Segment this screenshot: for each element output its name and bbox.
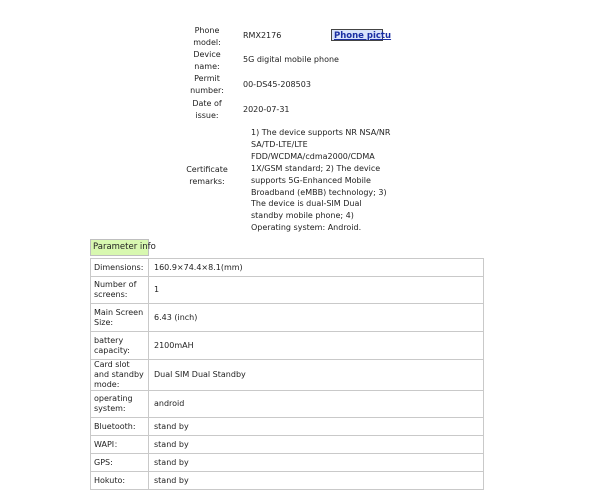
permit-number-label: Permit number:: [190, 74, 224, 95]
param-label: Card slot and standby mode:: [91, 360, 149, 391]
table-row: [91, 332, 484, 360]
table-row: [91, 418, 484, 436]
param-value: android: [149, 391, 484, 418]
phone-model-value: RMX2176: [243, 31, 282, 40]
device-name-value: 5G digital mobile phone: [243, 55, 339, 64]
date-of-issue-label: Date of issue:: [192, 99, 222, 120]
param-value: 160.9×74.4×8.1(mm): [149, 259, 484, 277]
table-row: [91, 391, 484, 418]
param-value: stand by: [149, 436, 484, 454]
table-row: [91, 436, 484, 454]
param-value: 6.43 (inch): [149, 304, 484, 332]
device-name-label: Device name:: [193, 50, 221, 71]
param-label: Hokuto:: [91, 472, 149, 490]
date-of-issue-value: 2020-07-31: [243, 105, 290, 114]
certificate-remarks-value: 1) The device supports NR NSA/NR SA/TD-LTE/LTE FDD/WCDMA/cdma2000/CDMA 1X/GSM standard; 2) The device supports 5G-Enhanced Mobile Broadband (eMBB) technology; 3) The device is dual-SIM Dual standby mobile phone; 4) Operating system: Android.: [251, 128, 391, 233]
param-label: Bluetooth:: [91, 418, 149, 436]
phone-picture-link[interactable]: Phone pictu: [331, 29, 383, 41]
param-value: stand by: [149, 454, 484, 472]
param-label: Dimensions:: [91, 259, 149, 277]
table-row: [91, 360, 484, 391]
table-row: [91, 259, 484, 277]
param-value: stand by: [149, 472, 484, 490]
param-label: battery capacity:: [91, 332, 149, 360]
param-value: stand by: [149, 418, 484, 436]
param-label: GPS:: [91, 454, 149, 472]
certificate-remarks-label: Certificate remarks:: [186, 165, 228, 186]
parameter-info-header: Parameter info: [90, 239, 149, 256]
phone-model-label: Phone model:: [193, 26, 221, 47]
param-value: 2100mAH: [149, 332, 484, 360]
param-label: WAPI：: [91, 436, 149, 454]
parameter-table: [90, 258, 484, 490]
table-row: [91, 277, 484, 304]
permit-number-value: 00-DS45-208503: [243, 80, 311, 89]
param-label: Main Screen Size:: [91, 304, 149, 332]
table-row: [91, 304, 484, 332]
table-row: [91, 472, 484, 490]
table-row: [91, 454, 484, 472]
param-value: 1: [149, 277, 484, 304]
param-label: operating system:: [91, 391, 149, 418]
param-value: Dual SIM Dual Standby: [149, 360, 484, 391]
param-label: Number of screens:: [91, 277, 149, 304]
